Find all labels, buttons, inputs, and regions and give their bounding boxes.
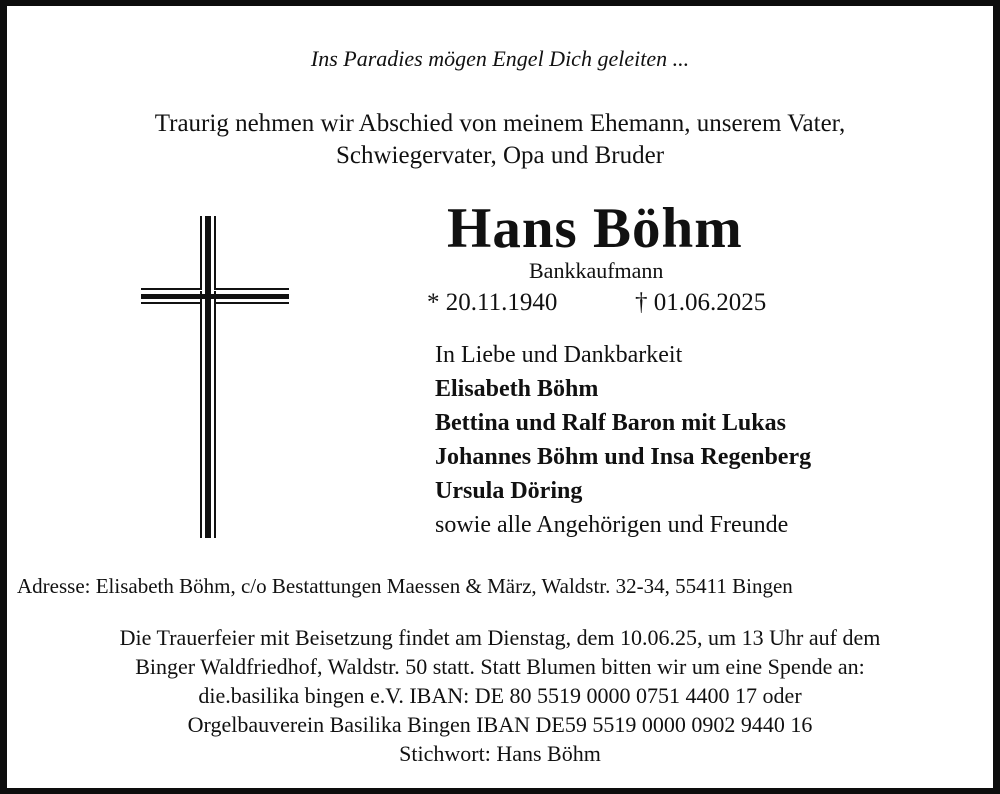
details-line: Die Trauerfeier mit Beisetzung findet am Dienstag, dem 10.06.25, um 13 Uhr auf dem	[119, 625, 881, 650]
cross-icon	[141, 208, 301, 538]
motto: Ins Paradies mögen Engel Dich geleiten ...	[310, 46, 690, 71]
funeral-details	[7, 623, 993, 768]
intro	[7, 108, 993, 172]
details-line: Stichwort: Hans Böhm	[399, 741, 601, 766]
family-list	[435, 338, 811, 542]
obituary-notice	[7, 6, 993, 788]
intro-line: Traurig nehmen wir Abschied von meinem Ehemann, unserem Vater,	[154, 110, 846, 137]
birth-date: * 20.11.1940	[427, 289, 558, 316]
family-member: Johannes Böhm und Insa Regenberg	[435, 444, 812, 470]
family-member: Elisabeth Böhm	[435, 376, 599, 402]
details-line: Orgelbauverein Basilika Bingen IBAN DE59 5519 0000 0902 9440 16	[187, 712, 813, 737]
death-date: † 01.06.2025	[635, 289, 767, 316]
family-member: Bettina und Ralf Baron mit Lukas	[435, 410, 786, 436]
details-line: Binger Waldfriedhof, Waldstr. 50 statt. Statt Blumen bitten wir um eine Spende an:	[135, 654, 865, 679]
deceased-name: Hans Böhm	[447, 197, 743, 260]
family-closing: sowie alle Angehörigen und Freunde	[435, 512, 789, 538]
family-opening: In Liebe und Dankbarkeit	[435, 342, 683, 368]
family-member: Ursula Döring	[435, 478, 583, 504]
address: Adresse: Elisabeth Böhm, c/o Bestattungen Maessen & März, Waldstr. 32-34, 55411 Bingen	[17, 574, 793, 598]
profession: Bankkaufmann	[529, 258, 664, 283]
intro-line: Schwiegervater, Opa und Bruder	[335, 142, 665, 169]
details-line: die.basilika bingen e.V. IBAN: DE 80 5519 0000 0751 4400 17 oder	[198, 683, 802, 708]
